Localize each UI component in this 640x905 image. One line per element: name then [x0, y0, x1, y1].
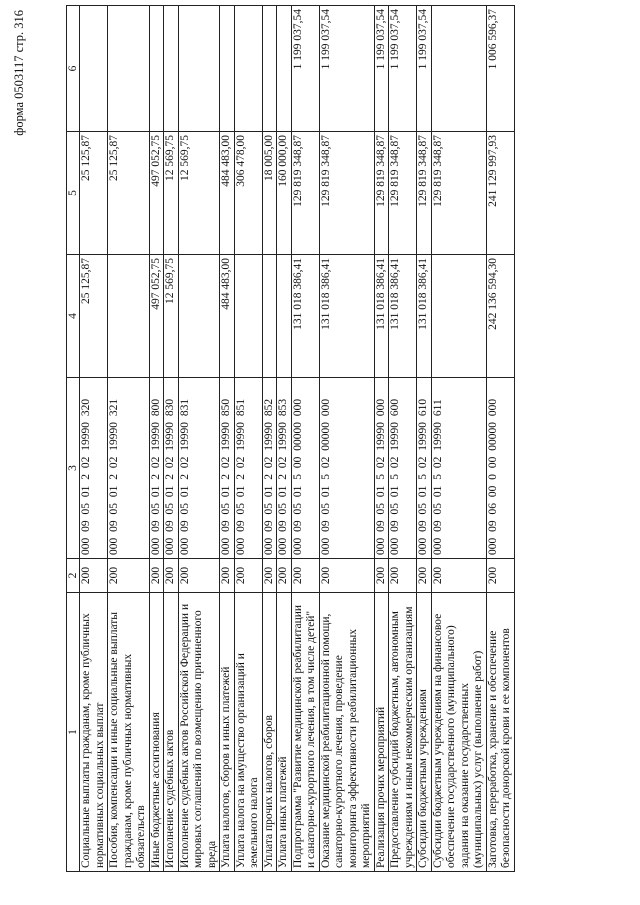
row-name-cell: Исполнение судебных актов Российской Федерации и мировых соглашений по возмещению причиненного вреда — [178, 593, 220, 872]
row-name-cell: Уплата налога на имущество организаций и земельного налога — [234, 593, 262, 872]
row-col6-cell — [220, 6, 235, 132]
table-row — [291, 6, 319, 872]
row-col4-cell: 497 052,75 — [149, 255, 164, 378]
table-row — [164, 6, 179, 872]
row-col6-cell — [234, 6, 262, 132]
row-col6-cell — [262, 6, 277, 132]
row-col6-cell — [164, 6, 179, 132]
table-row — [486, 6, 514, 872]
row-line-code-cell: 200 — [149, 559, 164, 593]
row-name-cell: Иные бюджетные ассигнования — [149, 593, 164, 872]
row-col4-cell: 484 483,00 — [220, 255, 235, 378]
row-col4-cell: 131 018 386,41 — [291, 255, 319, 378]
table-row — [389, 6, 417, 872]
row-col5-cell: 18 005,00 — [262, 132, 277, 255]
row-line-code-cell: 200 — [108, 559, 150, 593]
row-budget-code-cell: 000 09 05 01 2 02 19990 321 — [108, 378, 150, 559]
row-line-code-cell: 200 — [164, 559, 179, 593]
row-col6-cell — [108, 6, 150, 132]
row-col5-cell: 484 483,00 — [220, 132, 235, 255]
row-budget-code-cell: 000 09 05 01 2 02 19990 831 — [178, 378, 220, 559]
row-col4-cell: 131 018 386,41 — [389, 255, 417, 378]
row-line-code-cell: 200 — [486, 559, 514, 593]
header-cell-1: 1 — [67, 593, 80, 872]
row-col4-cell: 25 125,87 — [80, 255, 108, 378]
row-col5-cell: 160 000,00 — [277, 132, 292, 255]
row-name-cell: Заготовка, переработка, хранение и обеспечение безопасности донорской крови и ее компонентов — [486, 593, 514, 872]
row-col4-cell — [234, 255, 262, 378]
row-col6-cell: 1 199 037,54 — [291, 6, 319, 132]
row-col4-cell: 242 136 594,30 — [486, 255, 514, 378]
header-cell-3: 3 — [67, 378, 80, 559]
row-line-code-cell: 200 — [374, 559, 389, 593]
table-row — [319, 6, 374, 872]
row-col6-cell: 1 199 037,54 — [417, 6, 432, 132]
row-col6-cell — [277, 6, 292, 132]
row-budget-code-cell: 000 09 05 01 5 02 00000 000 — [319, 378, 374, 559]
row-line-code-cell: 200 — [80, 559, 108, 593]
row-budget-code-cell: 000 09 05 01 5 02 19990 611 — [431, 378, 486, 559]
row-col6-cell: 1 006 596,37 — [486, 6, 514, 132]
row-budget-code-cell: 000 09 05 01 2 02 19990 852 — [262, 378, 277, 559]
header-row — [67, 6, 80, 872]
row-col5-cell: 497 052,75 — [149, 132, 164, 255]
row-budget-code-cell: 000 09 05 01 5 02 19990 000 — [374, 378, 389, 559]
row-col5-cell: 129 819 348,87 — [389, 132, 417, 255]
row-col5-cell: 129 819 348,87 — [374, 132, 389, 255]
row-name-cell: Субсидии бюджетным учреждениям на финансовое обеспечение государственного (муниципального) задания на оказание государственных (муниципальных) услуг (выполнение работ) — [431, 593, 486, 872]
row-budget-code-cell: 000 09 05 01 5 02 19990 610 — [417, 378, 432, 559]
row-name-cell: Социальные выплаты гражданам, кроме публичных нормативных социальных выплат — [80, 593, 108, 872]
row-col4-cell — [431, 255, 486, 378]
table-row — [80, 6, 108, 872]
row-name-cell: Оказание медицинской реабилитационной помощи, санаторно-курортного лечения, проведение мониторинга эффективности реабилитационных мероприятий — [319, 593, 374, 872]
header-cell-6: 6 — [67, 6, 80, 132]
row-budget-code-cell: 000 09 05 01 2 02 19990 853 — [277, 378, 292, 559]
row-name-cell: Подпрограмма "Развитие медицинской реабилитации и санаторно-курортного лечения, в том числе детей" — [291, 593, 319, 872]
row-col6-cell — [149, 6, 164, 132]
row-budget-code-cell: 000 09 05 01 5 02 19990 600 — [389, 378, 417, 559]
row-line-code-cell: 200 — [319, 559, 374, 593]
table-row — [417, 6, 432, 872]
row-col6-cell — [80, 6, 108, 132]
row-line-code-cell: 200 — [431, 559, 486, 593]
row-name-cell: Субсидии бюджетным учреждениям — [417, 593, 432, 872]
row-col4-cell: 131 018 386,41 — [319, 255, 374, 378]
row-col5-cell: 12 569,75 — [164, 132, 179, 255]
row-budget-code-cell: 000 09 05 01 2 02 19990 830 — [164, 378, 179, 559]
row-line-code-cell: 200 — [220, 559, 235, 593]
row-col4-cell — [277, 255, 292, 378]
header-cell-4: 4 — [67, 255, 80, 378]
row-budget-code-cell: 000 09 05 01 2 02 19990 850 — [220, 378, 235, 559]
row-col4-cell — [262, 255, 277, 378]
row-line-code-cell: 200 — [417, 559, 432, 593]
row-line-code-cell: 200 — [262, 559, 277, 593]
row-line-code-cell: 200 — [178, 559, 220, 593]
table-row — [149, 6, 164, 872]
row-line-code-cell: 200 — [234, 559, 262, 593]
row-budget-code-cell: 000 09 05 01 2 02 19990 320 — [80, 378, 108, 559]
budget-table — [66, 5, 515, 872]
row-line-code-cell: 200 — [389, 559, 417, 593]
row-name-cell: Уплата прочих налогов, сборов — [262, 593, 277, 872]
row-col4-cell — [108, 255, 150, 378]
row-name-cell: Реализация прочих мероприятий — [374, 593, 389, 872]
table-row — [178, 6, 220, 872]
row-col6-cell — [431, 6, 486, 132]
table-row — [431, 6, 486, 872]
table-row — [277, 6, 292, 872]
row-col4-cell: 131 018 386,41 — [417, 255, 432, 378]
row-col5-cell: 25 125,87 — [108, 132, 150, 255]
row-col4-cell: 131 018 386,41 — [374, 255, 389, 378]
table-body — [67, 6, 515, 872]
row-name-cell: Уплата иных платежей — [277, 593, 292, 872]
row-col5-cell: 129 819 348,87 — [417, 132, 432, 255]
row-col4-cell: 12 569,75 — [164, 255, 179, 378]
rotated-report — [12, 6, 613, 872]
table-row — [374, 6, 389, 872]
row-col5-cell: 241 129 997,93 — [486, 132, 514, 255]
table-row — [220, 6, 235, 872]
table-row — [108, 6, 150, 872]
row-col6-cell — [178, 6, 220, 132]
row-name-cell: Исполнение судебных актов — [164, 593, 179, 872]
row-name-cell: Уплата налогов, сборов и иных платежей — [220, 593, 235, 872]
row-name-cell: Пособия, компенсации и иные социальные выплаты гражданам, кроме публичных нормативных обязательств — [108, 593, 150, 872]
row-line-code-cell: 200 — [291, 559, 319, 593]
form-label: форма 0503117 стр. 316 — [12, 10, 26, 136]
row-col5-cell: 25 125,87 — [80, 132, 108, 255]
row-budget-code-cell: 000 09 05 01 2 02 19990 851 — [234, 378, 262, 559]
row-col5-cell: 129 819 348,87 — [319, 132, 374, 255]
row-line-code-cell: 200 — [277, 559, 292, 593]
row-col4-cell — [178, 255, 220, 378]
row-col5-cell: 306 478,00 — [234, 132, 262, 255]
table-row — [262, 6, 277, 872]
row-col5-cell: 129 819 348,87 — [431, 132, 486, 255]
row-name-cell: Предоставление субсидий бюджетным, автономным учреждениям и иным некоммерческим организациям — [389, 593, 417, 872]
table-row — [234, 6, 262, 872]
row-budget-code-cell: 000 09 05 01 5 00 00000 000 — [291, 378, 319, 559]
row-budget-code-cell: 000 09 05 01 2 02 19990 800 — [149, 378, 164, 559]
row-col5-cell: 129 819 348,87 — [291, 132, 319, 255]
row-col6-cell: 1 199 037,54 — [389, 6, 417, 132]
row-col6-cell: 1 199 037,54 — [374, 6, 389, 132]
row-budget-code-cell: 000 09 06 00 0 00 00000 000 — [486, 378, 514, 559]
header-cell-2: 2 — [67, 559, 80, 593]
header-cell-5: 5 — [67, 132, 80, 255]
row-col5-cell: 12 569,75 — [178, 132, 220, 255]
row-col6-cell: 1 199 037,54 — [319, 6, 374, 132]
